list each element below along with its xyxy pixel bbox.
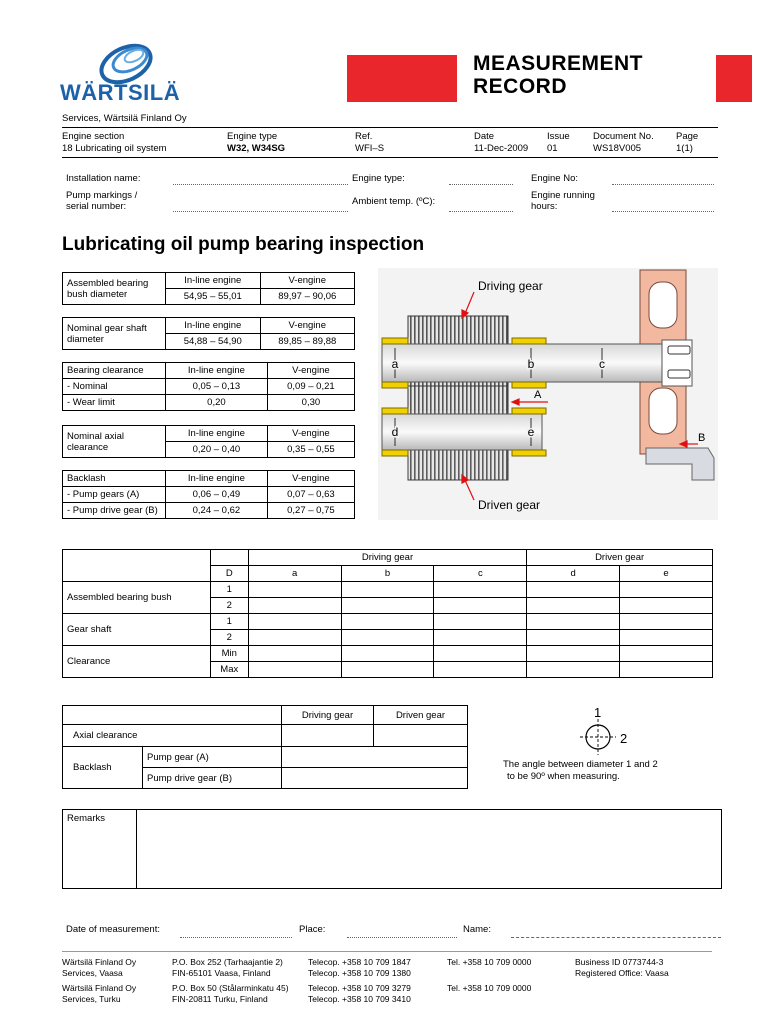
driving-gear-label: Driving gear — [478, 279, 543, 293]
pump-gear-diagram — [378, 268, 718, 520]
page-label: Page — [676, 131, 699, 142]
meas-cell[interactable] — [620, 598, 713, 614]
meas-cell[interactable] — [620, 614, 713, 630]
header-divider — [62, 127, 718, 128]
place-label: Place: — [299, 924, 326, 935]
label-b: b — [527, 357, 535, 371]
spec-header-v: V-engine — [260, 273, 355, 289]
engine-no-label: Engine No: — [531, 173, 579, 184]
meas-header-D: D — [210, 566, 248, 582]
meas-cell[interactable] — [434, 630, 527, 646]
meas-col-d: d — [527, 566, 620, 582]
meas-col-b: b — [341, 566, 434, 582]
spec-header-v: V-engine — [260, 318, 355, 334]
footer-vaasa-tel: Tel. +358 10 709 0000 — [447, 957, 532, 967]
date-value: 11-Dec-2009 — [474, 143, 529, 154]
remarks-box — [62, 809, 722, 889]
meas-cell[interactable] — [527, 646, 620, 662]
spec-value-v: 0,07 – 0,63 — [267, 487, 354, 503]
diameter-angle-icon — [572, 705, 636, 755]
spec-nominal-shaft — [62, 317, 355, 350]
axial-backlash-table — [62, 705, 468, 789]
footer-vaasa-telecop: Telecop. +358 10 709 1847 Telecop. +358 10 709 1380 — [308, 957, 411, 978]
engine-type-field[interactable] — [449, 184, 513, 185]
spec-wear-limit-label: - Wear limit — [63, 395, 166, 411]
meas-cell[interactable] — [434, 582, 527, 598]
spec-value-inline: 0,06 – 0,49 — [166, 487, 268, 503]
remarks-field[interactable] — [137, 810, 722, 889]
title-line-2: RECORD — [473, 75, 568, 98]
page-value: 1(1) — [676, 143, 693, 154]
meas-cell[interactable] — [341, 662, 434, 678]
spec-value-v: 0,27 – 0,75 — [267, 503, 354, 519]
spec-backlash-label: Backlash — [63, 471, 166, 487]
meas-cell[interactable] — [434, 614, 527, 630]
spec-header-v: V-engine — [267, 471, 354, 487]
spec-nominal-shaft-label: Nominal gear shaft diameter — [63, 318, 166, 350]
engine-type-form-label: Engine type: — [352, 173, 405, 184]
spec-bearing-clearance — [62, 362, 355, 411]
meas-row-assembled: Assembled bearing bush — [63, 582, 211, 614]
issue-label: Issue — [547, 131, 570, 142]
installation-name-label: Installation name: — [66, 173, 141, 184]
footer-turku-company: Wärtsilä Finland Oy Services, Turku — [62, 983, 137, 1004]
label-e: e — [527, 425, 535, 439]
axial-header-driving: Driving gear — [282, 706, 374, 725]
engine-running-hours-field[interactable] — [612, 211, 714, 212]
axial-corner — [63, 706, 282, 725]
spec-header-inline: In-line engine — [166, 273, 261, 289]
spec-value-inline: 54,95 – 55,01 — [166, 289, 261, 305]
spec-value-v: 0,30 — [267, 395, 354, 411]
label-B: B — [698, 432, 706, 444]
label-A: A — [534, 389, 542, 401]
diameter-2-label: 2 — [620, 731, 628, 746]
label-a: a — [391, 357, 399, 371]
date-label: Date — [474, 131, 495, 142]
spec-assembled-bush — [62, 272, 355, 305]
bearing-e-bottom — [512, 450, 546, 456]
spec-value-v: 0,09 – 0,21 — [267, 379, 354, 395]
bearing-a-top — [382, 338, 408, 344]
engine-type-label: Engine type — [227, 131, 278, 142]
bearing-b-top — [512, 338, 546, 344]
meas-empty-head — [210, 550, 248, 566]
wartsila-logo-icon — [96, 36, 160, 86]
ambient-temp-label: Ambient temp. (ºC): — [352, 196, 436, 207]
company-name: Services, Wärtsilä Finland Oy — [62, 113, 187, 124]
engine-running-line-2: hours: — [531, 201, 558, 212]
driven-gear-label: Driven gear — [478, 498, 541, 512]
meas-cell[interactable] — [620, 630, 713, 646]
pump-markings-line-2: serial number: — [66, 201, 127, 212]
spec-backlash — [62, 470, 355, 519]
footer-turku-tel: Tel. +358 10 709 0000 — [447, 983, 532, 993]
spec-assembled-label: Assembled bearing bush diameter — [63, 273, 166, 305]
meas-cell[interactable] — [434, 662, 527, 678]
docno-label: Document No. — [593, 131, 654, 142]
engine-running-label — [531, 190, 595, 212]
spec-value-inline: 0,20 — [166, 395, 268, 411]
angle-note — [503, 759, 658, 783]
pump-gear-label: Pump gear (A) — [143, 747, 282, 768]
label-c: c — [599, 357, 605, 371]
meas-cell[interactable] — [527, 582, 620, 598]
spec-value-v: 89,85 – 89,88 — [260, 334, 355, 350]
engine-running-line-1: Engine running — [531, 190, 595, 201]
section-title: Lubricating oil pump bearing inspection — [62, 234, 425, 255]
ref-value: WFI–S — [355, 143, 385, 154]
meas-d-1: 1 — [210, 614, 248, 630]
spec-nominal-label: - Nominal — [63, 379, 166, 395]
meas-header-driving-gear: Driving gear — [248, 550, 526, 566]
meas-col-a: a — [248, 566, 341, 582]
pump-markings-line-1: Pump markings / — [66, 190, 138, 201]
installation-name-field[interactable] — [173, 184, 348, 185]
docno-value: WS18V005 — [593, 143, 642, 154]
engine-section-label: Engine section — [62, 131, 125, 142]
bolt-top — [668, 346, 690, 354]
meas-min: Min — [210, 646, 248, 662]
spec-pump-drive-gear-label: - Pump drive gear (B) — [63, 503, 166, 519]
meas-cell[interactable] — [434, 598, 527, 614]
date-of-measurement-label: Date of measurement: — [66, 924, 160, 935]
meas-cell[interactable] — [620, 582, 713, 598]
document-title — [473, 52, 643, 98]
remarks-label: Remarks — [63, 810, 137, 889]
footer-turku-telecop: Telecop. +358 10 709 3279 Telecop. +358 10 709 3410 — [308, 983, 411, 1004]
meas-cell[interactable] — [620, 646, 713, 662]
spec-header-v: V-engine — [267, 426, 354, 442]
driven-shaft — [382, 414, 542, 450]
issue-value: 01 — [547, 143, 558, 154]
wartsila-logo-text: WÄRTSILÄ — [60, 80, 181, 105]
axial-cell[interactable] — [282, 725, 374, 747]
meas-cell[interactable] — [341, 630, 434, 646]
bearing-e-top — [512, 408, 546, 414]
serial-number-field[interactable] — [173, 211, 348, 212]
name-label: Name: — [463, 924, 491, 935]
meas-d-2: 2 — [210, 630, 248, 646]
meas-cell[interactable] — [248, 630, 341, 646]
meas-max: Max — [210, 662, 248, 678]
spec-header-inline: In-line engine — [166, 471, 268, 487]
spec-value-v: 89,97 – 90,06 — [260, 289, 355, 305]
spec-header-v: V-engine — [267, 363, 354, 379]
date-of-measurement-field[interactable] — [180, 937, 292, 938]
spec-bearing-clearance-label: Bearing clearance — [63, 363, 166, 379]
ambient-temp-field[interactable] — [449, 211, 513, 212]
bearing-d-top — [382, 408, 408, 414]
meas-col-c: c — [434, 566, 527, 582]
spec-axial-label: Nominal axial clearance — [63, 426, 166, 458]
engine-section-value: 18 Lubricating oil system — [62, 143, 167, 154]
bolt-bottom — [668, 370, 690, 378]
meas-cell[interactable] — [341, 598, 434, 614]
bearing-b-bottom — [512, 382, 546, 388]
engine-type-value: W32, W34SG — [227, 143, 286, 154]
meas-cell[interactable] — [248, 646, 341, 662]
meas-header-driven-gear: Driven gear — [527, 550, 713, 566]
meas-cell[interactable] — [527, 630, 620, 646]
backlash-cell[interactable] — [282, 768, 468, 789]
meas-cell[interactable] — [527, 598, 620, 614]
spec-value-inline: 54,88 – 54,90 — [166, 334, 261, 350]
meas-cell[interactable] — [527, 662, 620, 678]
meas-cell[interactable] — [341, 614, 434, 630]
meas-cell[interactable] — [248, 614, 341, 630]
bearing-d-bottom — [382, 450, 408, 456]
pump-drive-gear-label: Pump drive gear (B) — [143, 768, 282, 789]
backlash-label: Backlash — [63, 747, 143, 789]
footer-turku-address: P.O. Box 50 (Stålarminkatu 45) FIN-20811 Turku, Finland — [172, 983, 289, 1004]
spec-value-inline: 0,05 – 0,13 — [166, 379, 268, 395]
footer-divider — [62, 951, 712, 952]
red-banner-right — [716, 55, 752, 102]
engine-no-field[interactable] — [612, 184, 714, 185]
meas-cell[interactable] — [248, 598, 341, 614]
meas-cell[interactable] — [248, 582, 341, 598]
meas-corner — [63, 550, 211, 582]
spec-value-inline: 0,24 – 0,62 — [166, 503, 268, 519]
spec-value-v: 0,35 – 0,55 — [267, 442, 354, 458]
meta-divider — [62, 157, 718, 158]
meas-cell[interactable] — [620, 662, 713, 678]
pump-markings-label — [66, 190, 137, 212]
red-banner-left — [347, 55, 457, 102]
axial-clearance-label: Axial clearance — [63, 725, 282, 747]
meas-cell[interactable] — [341, 646, 434, 662]
axial-cell[interactable] — [374, 725, 468, 747]
name-field[interactable] — [511, 937, 721, 938]
spec-header-inline: In-line engine — [166, 318, 261, 334]
footer-vaasa-company: Wärtsilä Finland Oy Services, Vaasa — [62, 957, 137, 978]
meas-row-gear-shaft: Gear shaft — [63, 614, 211, 646]
meas-row-clearance: Clearance — [63, 646, 211, 678]
title-line-1: MEASUREMENT — [473, 52, 644, 75]
meas-d-2: 2 — [210, 598, 248, 614]
spec-header-inline: In-line engine — [166, 363, 268, 379]
meas-cell[interactable] — [341, 582, 434, 598]
axial-header-driven: Driven gear — [374, 706, 468, 725]
bearing-a-bottom — [382, 382, 408, 388]
footer-business-id: Business ID 0773744-3 Registered Office: Vaasa — [575, 957, 669, 978]
measurement-table — [62, 549, 713, 678]
label-d: d — [391, 425, 399, 439]
angle-note-line-2: to be 90º when measuring. — [507, 771, 620, 782]
place-field[interactable] — [347, 937, 457, 938]
meas-cell[interactable] — [527, 614, 620, 630]
spec-header-inline: In-line engine — [166, 426, 268, 442]
meas-cell[interactable] — [248, 662, 341, 678]
spec-value-inline: 0,20 – 0,40 — [166, 442, 268, 458]
spec-pump-gears-label: - Pump gears (A) — [63, 487, 166, 503]
backlash-cell[interactable] — [282, 747, 468, 768]
angle-note-line-1: The angle between diameter 1 and 2 — [503, 759, 658, 770]
ref-label: Ref. — [355, 131, 373, 142]
meas-col-e: e — [620, 566, 713, 582]
meas-d-1: 1 — [210, 582, 248, 598]
diameter-1-label: 1 — [594, 705, 602, 720]
footer-vaasa-address: P.O. Box 252 (Tarhaajantie 2) FIN-65101 Vaasa, Finland — [172, 957, 283, 978]
spec-axial-clearance — [62, 425, 355, 458]
driving-shaft — [382, 344, 662, 382]
meas-cell[interactable] — [434, 646, 527, 662]
